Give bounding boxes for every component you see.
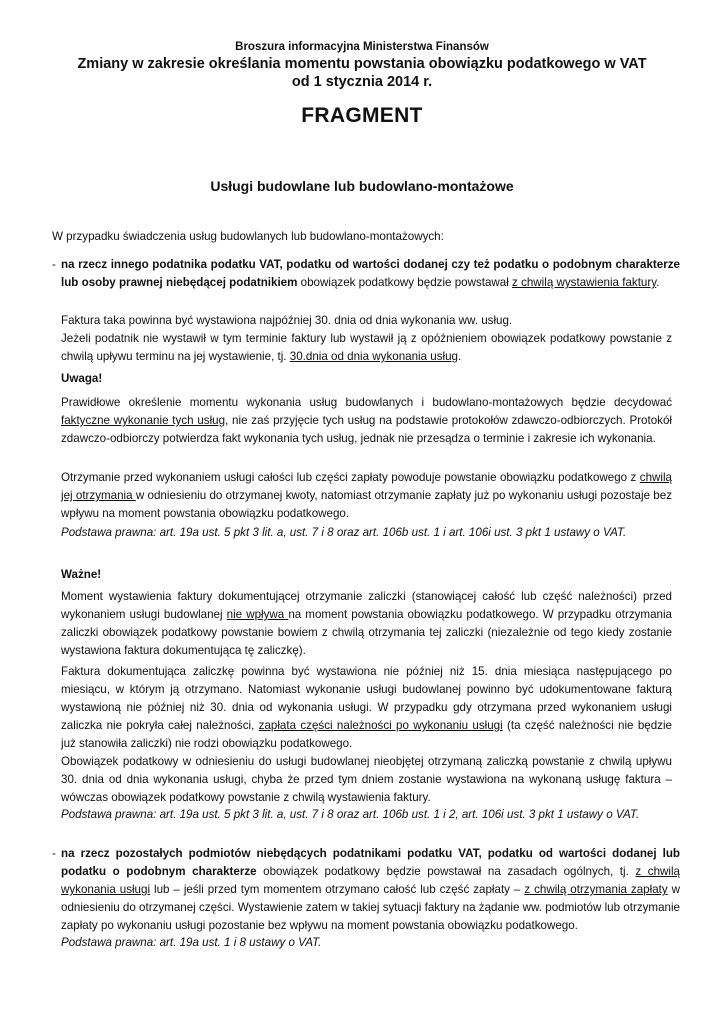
note-heading-uwaga: Uwaga! — [61, 372, 103, 385]
underlined-text: chwilą jej otrzymania — [61, 471, 672, 502]
note-heading-wazne: Ważne! — [61, 568, 102, 581]
legal-basis-2: Podstawa prawna: art. 19a ust. 5 pkt 3 lit. a, ust. 7 i 8 oraz art. 106b ust. 1 i 2, art. 106i ust. 3 pkt 1 ustawy o VAT. — [61, 808, 640, 821]
paragraph-invoice-deadline: Faktura taka powinna być wystawiona najpóźniej 30. dnia od dnia wykonania ww. usług. Jeżeli podatnik nie wystawił w tym terminie faktury lub wystawił ją z opóźnieniem obowiązek podatkowy powstanie z chwilą upływu terminu na jej wystawienie, tj. 30.dnia od dnia wykonania usług. — [61, 314, 672, 363]
bullet-item-non-taxpayer: - na rzecz pozostałych podmiotów niebędących podatnikami podatku VAT, podatku od wartości dodanej lub podatku o podobnym charakterze obowiązek podatkowy będzie powstawał na zasadach ogólnych, tj. z chwilą wykonania usługi lub – jeśli przed tym momentem otrzymano całość lub część zapłaty – z chwilą otrzymania zapłaty w odniesieniu do otrzymanej części. Wystawienie zatem w takiej sytuacji faktury na żądanie ww. podmiotów lub otrzymanie zapłaty po wykonaniu usługi pozostanie bez wpływu na moment powstania obowiązku podatkowego. — [52, 847, 681, 932]
legal-basis-3: Podstawa prawna: art. 19a ust. 1 i 8 ustawy o VAT. — [61, 936, 322, 949]
underlined-text: z chwilą wykonania usługi — [61, 865, 680, 896]
fragment-label: FRAGMENT — [301, 104, 423, 127]
paragraph-advance-invoice: Moment wystawienia faktury dokumentującej otrzymanie zaliczki (stanowiącej całość lub część należności) przed wykonaniem usługi budowlanej nie wpływa na moment powstania obowiązku podatkowego. W przypadku otrzymania zaliczki obowiązek podatkowy powstanie bowiem z chwilą otrzymania tej zaliczki (niezależnie od tego kiedy zostanie wystawiona faktura dokumentująca tę zaliczkę). — [61, 590, 672, 657]
intro-paragraph: W przypadku świadczenia usług budowlanych lub budowlano-montażowych: — [52, 230, 444, 243]
paragraph-actual-performance: Prawidłowe określenie momentu wykonania usług budowlanych i budowlano-montażowych będzie decydować faktyczne wykonanie tych usług, nie zaś przyjęcie tych usług na podstawie protokołów zdawczo-odbiorczych. Protokół zdawczo-odbiorczy potwierdza fakt wykonania tych usług, jednak nie przesądza o terminie i zakresie ich wykonania. — [61, 396, 672, 445]
document-title — [0, 55, 724, 91]
bullet-dash: - — [52, 258, 56, 271]
legal-basis-1: Podstawa prawna: art. 19a ust. 5 pkt 3 lit. a, ust. 7 i 8 oraz art. 106b ust. 1 i art. 106i ust. 3 pkt 1 ustawy o VAT. — [61, 526, 627, 539]
section-heading: Usługi budowlane lub budowlano-montażowe — [210, 178, 514, 194]
title-line-2: od 1 stycznia 2014 r. — [291, 74, 433, 90]
underlined-text: z chwilą wystawienia faktury — [512, 276, 657, 289]
underlined-text: zapłata części należności po wykonaniu usługi — [258, 719, 503, 732]
title-line-1: Zmiany w zakresie określania momentu powstania obowiązku podatkowego w VAT — [77, 56, 647, 72]
bullet-item-taxpayer: - na rzecz innego podatnika podatku VAT, podatku od wartości dodanej czy też podatku o podobnym charakterze lub osoby prawnej niebędącej podatnikiem obowiązek podatkowy będzie powstawał z chwilą wystawienia faktury. — [52, 258, 680, 289]
underlined-text: z chwilą otrzymania zapłaty — [524, 883, 668, 896]
brochure-subtitle: Broszura informacyjna Ministerstwa Finansów — [235, 41, 489, 53]
underlined-text: nie wpływa — [226, 608, 289, 621]
bullet-bold-text: na rzecz innego podatnika podatku VAT, podatku od wartości dodanej czy też podatku o podobnym charakterze lub osoby prawnej niebędącej podatnikiem — [61, 258, 680, 289]
underlined-text: 30.dnia od dnia wykonania usług — [289, 350, 458, 363]
bullet-dash: - — [52, 847, 56, 860]
paragraph-advance-deadline: Faktura dokumentująca zaliczkę powinna być wystawiona nie później niż 15. dnia miesiąca następującego po miesiącu, w którym ją otrzymano. Natomiast wykonanie usługi budowlanej powinno być udokumentowane fakturą wystawioną nie później niż 30. dnia od wykonania usługi. W przypadku gdy otrzymana przed wykonaniem usługi zaliczka nie pokryła całej należności, zapłata części należności po wykonaniu usługi (ta część należności nie będzie już stanowiła zaliczki) nie rodzi obowiązku podatkowego. Obowiązek podatkowy w odniesieniu do usługi budowlanej nieobjętej otrzymaną zaliczką powstanie z chwilą upływu 30. dnia od dnia wykonania usługi, chyba że przed tym dniem zostanie wystawiona na wykonaną usługę faktura – wówczas obowiązek podatkowy powstanie z chwilą wystawienia faktury. — [61, 665, 672, 804]
underlined-text: faktyczne wykonanie tych usług — [61, 414, 226, 427]
paragraph-prepayment: Otrzymanie przed wykonaniem usługi całości lub części zapłaty powoduje powstanie obowiązku podatkowego z chwilą jej otrzymania w odniesieniu do otrzymanej kwoty, natomiast otrzymanie zapłaty już po wykonaniu usługi pozostaje bez wpływu na moment powstania obowiązku podatkowego. — [61, 471, 672, 520]
bullet-bold-text: na rzecz pozostałych podmiotów niebędących podatnikami podatku VAT, podatku od wartości dodanej lub podatku o podobnym charakterze — [61, 847, 680, 878]
